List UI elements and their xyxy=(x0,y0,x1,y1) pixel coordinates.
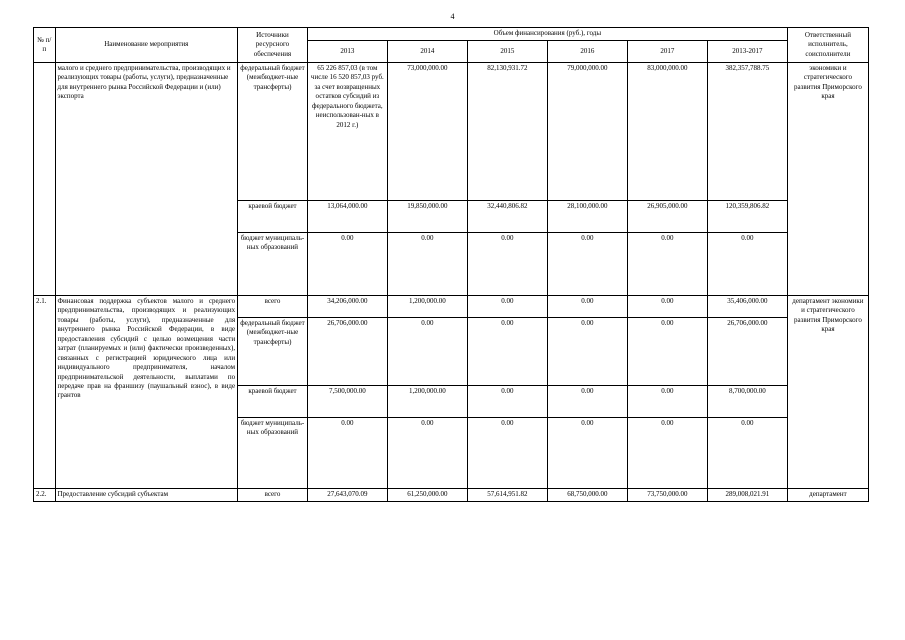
value-cell: 0.00 xyxy=(467,318,547,386)
value-cell: 27,643,070.09 xyxy=(307,489,387,502)
source-cell: бюджет муниципаль-ных образований xyxy=(238,233,308,296)
header-year: 2013-2017 xyxy=(707,41,787,63)
value-cell: 0.00 xyxy=(307,418,387,489)
row-number-cell xyxy=(34,63,56,296)
value-cell: 26,706,000.00 xyxy=(307,318,387,386)
value-cell: 0.00 xyxy=(547,386,627,418)
source-cell: краевой бюджет xyxy=(238,386,308,418)
value-cell: 13,064,000.00 xyxy=(307,201,387,233)
funding-table xyxy=(33,27,869,502)
responsible-cell: департамент экономики и стратегического развития Приморского края xyxy=(787,296,868,489)
measure-name: малого и среднего предпринимательства, производящих и реализующих товары (работы, услуги), предназначенные для внутреннего рынка Российской Федерации и (или) экспорта xyxy=(55,63,238,296)
value-cell: 0.00 xyxy=(627,233,707,296)
value-cell: 0.00 xyxy=(467,386,547,418)
total-cell: 382,357,788.75 xyxy=(707,63,787,201)
page-number: 4 xyxy=(450,12,455,21)
value-cell: 0.00 xyxy=(627,318,707,386)
value-cell: 61,250,000.00 xyxy=(387,489,467,502)
value-cell: 57,614,951.82 xyxy=(467,489,547,502)
value-cell: 7,500,000.00 xyxy=(307,386,387,418)
value-cell: 0.00 xyxy=(547,318,627,386)
header-name: Наименование мероприятия xyxy=(55,28,238,63)
total-cell: 0.00 xyxy=(707,418,787,489)
header-year: 2013 xyxy=(307,41,387,63)
header-no: № п/п xyxy=(34,28,56,63)
source-cell: федеральный бюджет (межбюджет-ные трансферты) xyxy=(238,318,308,386)
value-cell: 83,000,000.00 xyxy=(627,63,707,201)
total-cell: 35,406,000.00 xyxy=(707,296,787,318)
total-cell: 289,008,021.91 xyxy=(707,489,787,502)
value-cell: 65 226 857,03 (в том числе 16 520 857,03 руб. за счет возвращенных остатков субсидий из федерального бюджета, неиспользован-ных в 2012 г.) xyxy=(307,63,387,201)
measure-name: Финансовая поддержка субъектов малого и среднего предпринимательства, производящих и реализующих товары (работы, услуги), предназначенные для внутреннего рынка Российской Федерации, в виде предоставления субсидий с целью возмещения части затрат (планируемых и (или) фактически произведенных), связанных с регистрацией юридического лица или индивидуального предпринимателя, началом предпринимательской деятельности, выплатами по передаче прав на франшизу (паушальный взнос), в виде грантов xyxy=(55,296,238,489)
value-cell: 0.00 xyxy=(387,233,467,296)
value-cell: 79,000,000.00 xyxy=(547,63,627,201)
source-cell: краевой бюджет xyxy=(238,201,308,233)
value-cell: 0.00 xyxy=(387,318,467,386)
value-cell: 34,206,000.00 xyxy=(307,296,387,318)
source-cell: федеральный бюджет (межбюджет-ные трансферты) xyxy=(238,63,308,201)
header-responsible: Ответственный исполнитель, соисполнители xyxy=(787,28,868,63)
total-cell: 120,359,806.82 xyxy=(707,201,787,233)
value-cell: 1,200,000.00 xyxy=(387,386,467,418)
header-year: 2016 xyxy=(547,41,627,63)
header-year: 2014 xyxy=(387,41,467,63)
value-cell: 26,905,000.00 xyxy=(627,201,707,233)
value-cell: 0.00 xyxy=(467,233,547,296)
header-year: 2015 xyxy=(467,41,547,63)
row-number: 2.2. xyxy=(34,489,56,502)
total-cell: 0.00 xyxy=(707,233,787,296)
value-cell: 32,440,806.82 xyxy=(467,201,547,233)
responsible-cell: департамент xyxy=(787,489,868,502)
value-cell: 73,000,000.00 xyxy=(387,63,467,201)
header-year: 2017 xyxy=(627,41,707,63)
value-cell: 0.00 xyxy=(627,296,707,318)
value-cell: 28,100,000.00 xyxy=(547,201,627,233)
total-cell: 8,700,000.00 xyxy=(707,386,787,418)
table-row xyxy=(34,489,869,502)
value-cell: 0.00 xyxy=(467,296,547,318)
value-cell: 0.00 xyxy=(307,233,387,296)
value-cell: 0.00 xyxy=(547,418,627,489)
value-cell: 82,130,931.72 xyxy=(467,63,547,201)
value-cell: 0.00 xyxy=(627,418,707,489)
table-row xyxy=(34,296,869,318)
table-row xyxy=(34,63,869,201)
value-cell: 68,750,000.00 xyxy=(547,489,627,502)
value-cell: 0.00 xyxy=(387,418,467,489)
value-cell: 0.00 xyxy=(547,233,627,296)
row-number: 2.1. xyxy=(34,296,56,489)
total-cell: 26,706,000.00 xyxy=(707,318,787,386)
value-cell: 0.00 xyxy=(547,296,627,318)
header-source: Источники ресурсного обеспечения xyxy=(238,28,308,63)
value-cell: 73,750,000.00 xyxy=(627,489,707,502)
source-cell: всего xyxy=(238,489,308,502)
value-cell: 0.00 xyxy=(467,418,547,489)
value-cell: 1,200,000.00 xyxy=(387,296,467,318)
source-cell: всего xyxy=(238,296,308,318)
header-funding: Объем финансирования (руб.), годы xyxy=(307,28,787,41)
value-cell: 19,850,000.00 xyxy=(387,201,467,233)
responsible-cell: экономики и стратегического развития Приморского края xyxy=(787,63,868,296)
source-cell: бюджет муниципаль-ных образований xyxy=(238,418,308,489)
value-cell: 0.00 xyxy=(627,386,707,418)
measure-name: Предоставление субсидий субъектам xyxy=(55,489,238,502)
